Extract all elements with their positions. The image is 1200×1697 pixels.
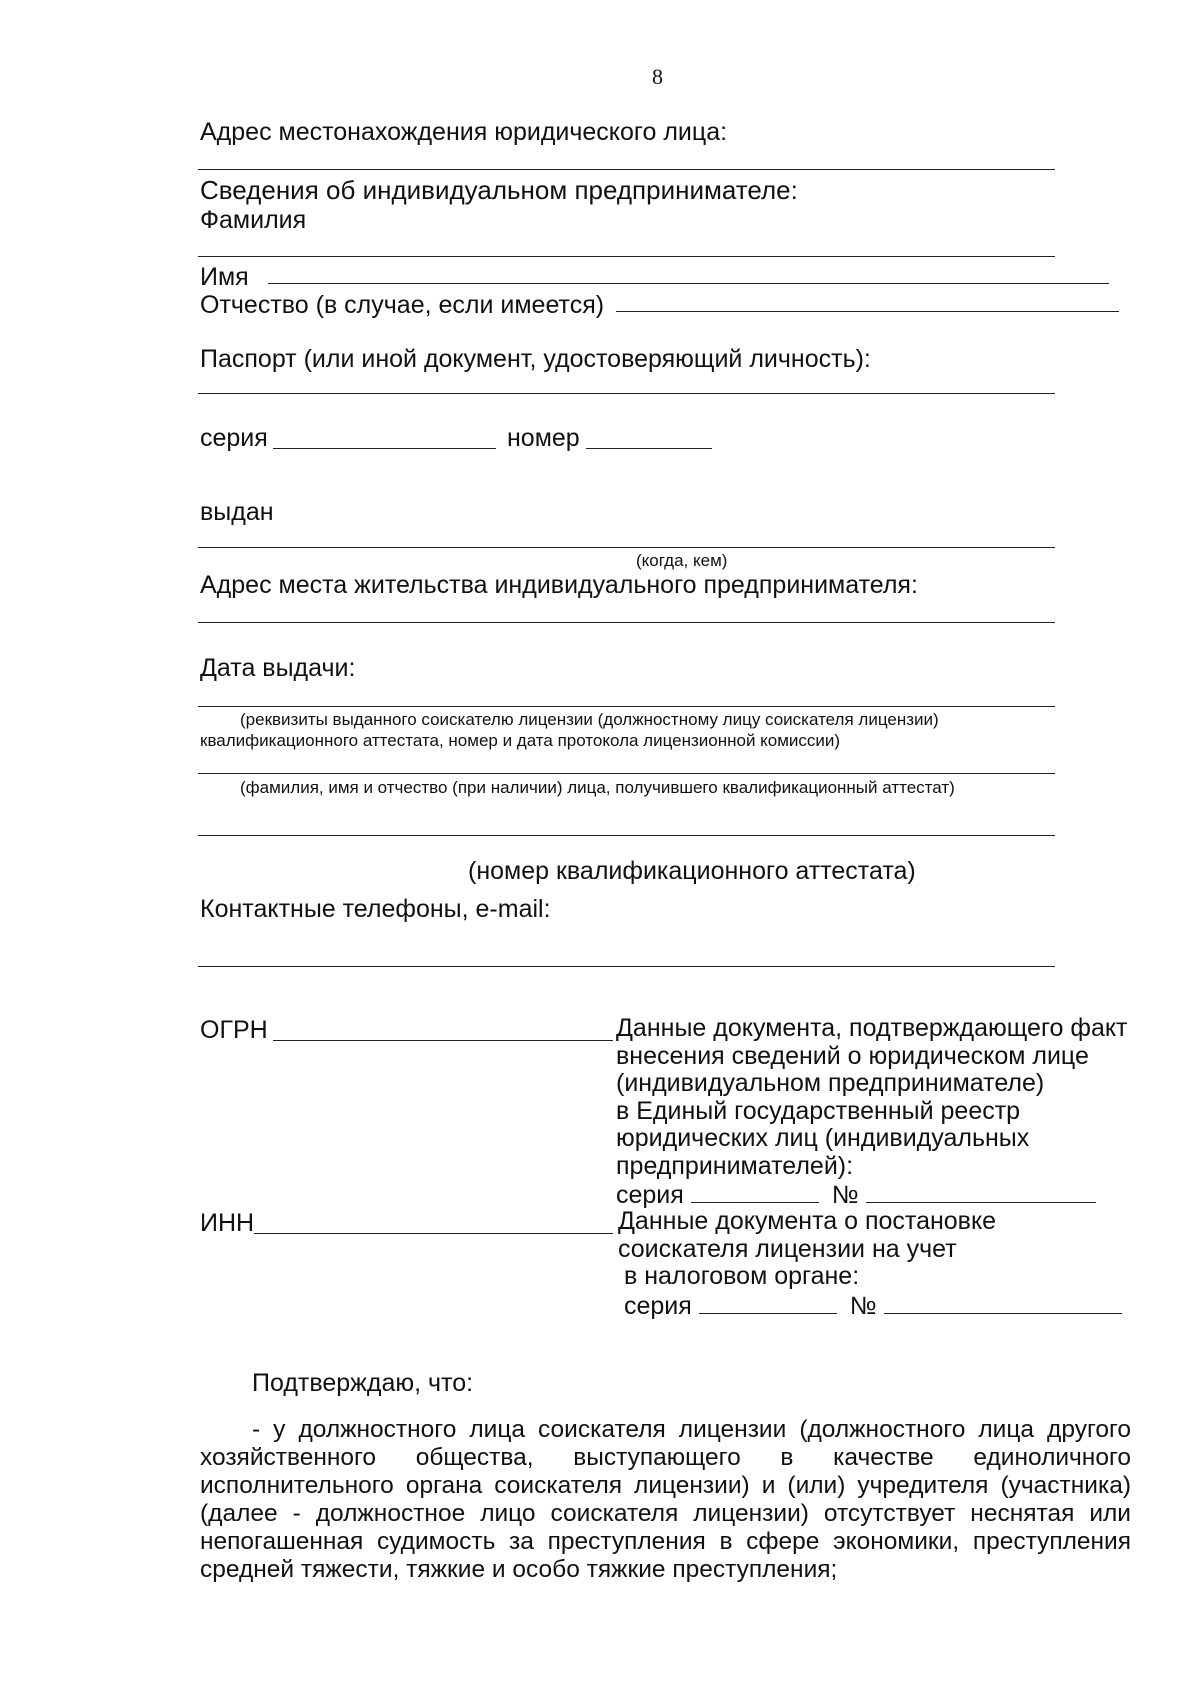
egrul-line: юридических лиц (индивидуальных [616,1124,1030,1152]
residence-address-label: Адрес места жительства индивидуального предпринимателя: [200,571,918,599]
tax-series-field[interactable] [699,1291,837,1314]
confirm-paragraph-line: непогашенная судимость за преступления в сфере экономики, преступления [200,1528,1131,1555]
tax-number-field[interactable] [884,1291,1122,1314]
name-label: Имя [200,263,249,291]
egrul-document-block [616,1015,1128,1210]
confirm-paragraph-line: исполнительного органа соискателя лицензии) и (или) учредителя (участника) [200,1472,1131,1499]
name-field[interactable] [268,283,1109,284]
confirm-paragraph-line: средней тяжести, тяжкие и особо тяжкие преступления; [200,1556,838,1583]
egrul-line: предпринимателей): [616,1151,854,1180]
egrul-series-row [616,1180,1128,1210]
tax-document-block [618,1208,1122,1320]
license-details-hint-1: (реквизиты выданного соискателю лицензии (должностному лицу соискателя лицензии) [240,710,939,729]
passport-field[interactable] [198,393,1055,394]
issued-hint: (когда, кем) [636,551,728,570]
confirm-label: Подтверждаю, что: [252,1369,474,1397]
egrul-series-label: серия [616,1181,684,1209]
tax-series-label: серия [624,1291,692,1320]
confirm-paragraph-line: (далее - должностное лицо соискателя лицензии) отсутствует неснятая или [200,1500,1131,1527]
passport-series-field[interactable] [273,448,496,449]
residence-address-field[interactable] [198,622,1055,623]
egrul-series-field[interactable] [691,1180,819,1203]
egrul-line: внесения сведений о юридическом лице [616,1041,1089,1070]
tax-line: соискателя лицензии на учет [618,1234,957,1263]
attestat-holder-hint: (фамилия, имя и отчество (при наличии) лица, получившего квалификационный аттестат) [240,778,955,797]
egrul-number-field[interactable] [866,1180,1096,1203]
surname-label: Фамилия [200,206,307,234]
attestat-number-hint: (номер квалификационного аттестата) [468,857,916,885]
tax-series-row [624,1291,1122,1321]
tax-number-label: № [849,1291,877,1320]
ip-section-title: Сведения об индивидуальном предпринимателе: [200,175,798,205]
legal-entity-address-label: Адрес местонахождения юридического лица: [200,118,728,146]
ogrn-field[interactable] [273,1040,613,1041]
confirm-paragraph-line: - у должностного лица соискателя лицензии (должностного лица другого [252,1416,1131,1443]
contacts-label: Контактные телефоны, e-mail: [200,895,551,923]
egrul-line: Данные документа, подтверждающего факт [616,1014,1128,1042]
passport-label: Паспорт (или иной документ, удостоверяющий личность): [200,345,871,373]
attestat-holder-field[interactable] [198,773,1055,774]
page-number: 8 [652,64,663,89]
contacts-field[interactable] [198,966,1055,967]
egrul-line: в Единый государственный реестр [616,1096,1021,1125]
surname-field[interactable] [198,256,1055,257]
inn-label: ИНН [200,1209,255,1237]
confirm-paragraph-line: хозяйственного общества, выступающего в качестве единоличного [200,1444,1131,1471]
passport-number-field[interactable] [586,448,712,449]
ogrn-label: ОГРН [200,1016,268,1044]
license-details-field[interactable] [198,706,1055,707]
tax-line: в налоговом органе: [624,1262,860,1290]
passport-series-label: серия [200,424,268,452]
issued-field[interactable] [198,547,1055,548]
issue-date-label: Дата выдачи: [200,654,356,682]
passport-number-label: номер [507,424,580,452]
inn-field[interactable] [254,1233,613,1234]
issued-label: выдан [200,498,274,526]
attestat-number-field[interactable] [198,835,1055,836]
egrul-line: (индивидуальном предпринимателе) [616,1069,1045,1097]
legal-entity-address-field[interactable] [198,169,1055,170]
patronymic-label: Отчество (в случае, если имеется) [200,291,605,319]
egrul-number-label: № [831,1181,859,1209]
patronymic-field[interactable] [616,311,1119,312]
license-details-hint-2: квалификационного аттестата, номер и дата протокола лицензионной комиссии) [200,731,841,750]
tax-line: Данные документа о постановке [618,1207,997,1235]
